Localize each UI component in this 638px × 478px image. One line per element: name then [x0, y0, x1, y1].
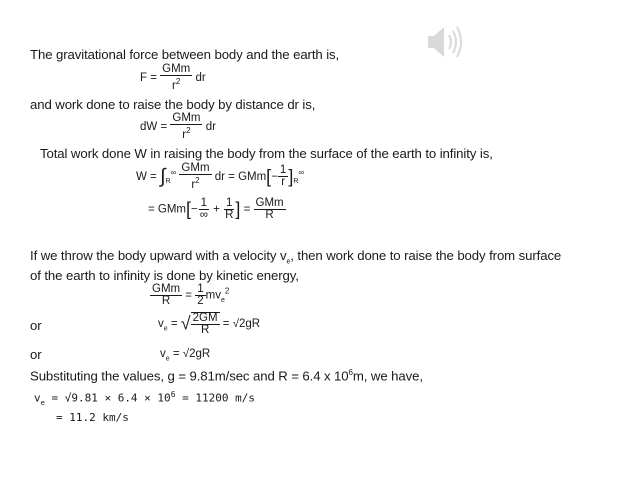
equation-escape-velocity-2: $v_e = √2gR$ — [160, 348, 211, 363]
or-label-1: or — [30, 318, 42, 333]
line-5: of the earth to infinity is done by kinetic energy, — [30, 268, 299, 283]
equation-escape-velocity: $v_e$ = √ $\frac{2GM}{R}$ = √2gR — [158, 312, 261, 336]
speaker-icon[interactable] — [418, 20, 466, 64]
line-2: and work done to raise the body by distance dr is, — [30, 97, 316, 112]
or-label-2: or — [30, 347, 42, 362]
equation-force: F = $\frac{\text{GMm}}{r^2}$ dr — [140, 63, 206, 92]
equation-energy: $\frac{\text{GMm}}{R}$ = $\frac{1}{2}$ $mv_e^2$ — [152, 283, 230, 307]
line-3: Total work done W in raising the body from the surface of the earth to infinity is, — [40, 146, 493, 161]
equation-dw: dW = $\frac{\text{GMm}}{r^2}$ dr — [140, 112, 216, 141]
line-4: If we throw the body upward with a velocity $v_e$, then work done to raise the body from surface — [30, 248, 562, 266]
line-6: Substituting the values, g = 9.81m/sec and R = 6.4 x $10^6m$, we have, — [30, 368, 423, 384]
line-1: The gravitational force between body and the earth is, — [30, 47, 340, 62]
result-line-1: $v_e = √9.81 \times 6.4 \times 10^6 = 11200$ m/s — [34, 390, 255, 407]
equation-work-result: = GMm[− $\frac{1}{\infty}$ + $\frac{1}{R}$ ] = $\frac{\text{GMm}}{R}$ — [148, 197, 284, 221]
result-line-2: = 11.2 km/s — [56, 411, 129, 424]
equation-work-integral: $W = \int_R^\infty$ $\frac{\text{GMm}}{r^2}$ dr = GMm[− $\frac{1}{r}$ ]$_R^\infty$ — [136, 162, 305, 191]
